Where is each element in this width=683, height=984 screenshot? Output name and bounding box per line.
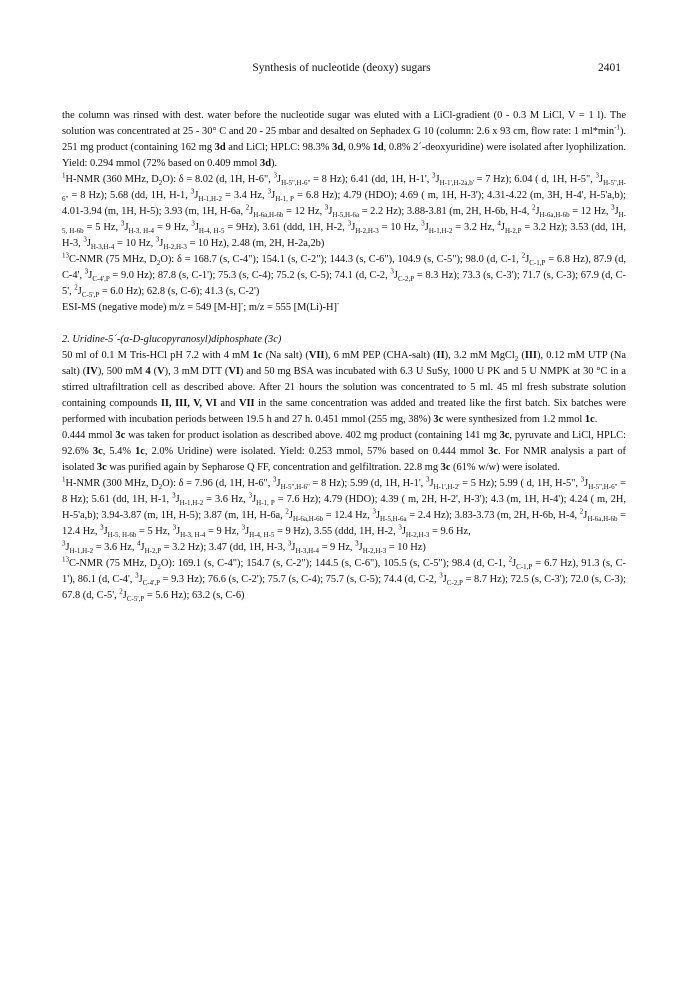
paragraph-1h-nmr-3c: $^1$H-NMR (300 MHz, $D_2O$): δ = 7.96 (d, 1H, H-6", $^3J_{H-5",H-6"} = 8$ Hz); 5.99 (d, 1H, H-1', $^3J_{H-1',H-2'} = 5$ Hz); 5.99 ( d, 1H, H-5", $^3J_{H-5",H-6"} = 8$ Hz); 5.61 (dd, 1H, H-1, $^3J_{H-1,H-2} = 3.6$ Hz, $^3J_{H-1, P} = 7.6$ Hz); 4.79 (HDO); 4.39 ( m, 2H, H-2', H-3'); 4.3 (m, 1H, H-4'); 4.24 ( m, 2H, H-5'a,b); 3.94-3.87 (m, 1H, H-5); 3.87 (m, 1H, H-6a, $^2J_{H-6a,H-6b} = 12.4$ Hz, $^3J_{H-5,H-6a} = 2.4$ Hz); 3.83-3.73 (m, 2H, H-6b, H-4, $^2J_{H-6a,H-6b} = 12.4$ Hz, $^3J_{H-5, H-6b} = 5$ Hz, $^3J_{H-3, H-4} = 9$ Hz, $^3J_{H-4, H-5} = 9$ Hz), 3.55 (ddd, 1H, H-2, $^3J_{H-2,H-3} = 9.6$ Hz, [62, 475, 626, 540]
running-header [0, 62, 683, 78]
paragraph-13c-nmr-3d: $^{13}$C-NMR (75 MHz, $D_2O$): δ = 168.7 (s, C-4"); 154.1 (s, C-2"); 144.3 (s, C-6"), 104.9 (s, C-5"); 98.0 (d, C-1, $^2J_{C-1,P} = 6.8$ Hz), 87.9 (d, C-4', $^3J_{C-4',P} = 9.0$ Hz); 87.8 (s, C-1'); 75.3 (s, C-4); 75.2 (s, C-5); 74.1 (d, C-2, $^3J_{C-2,P} = 8.3$ Hz); 73.3 (s, C-3'); 71.7 (s, C-3); 67.9 (d, C-5', $^2J_{C-5',P} = 6.0$ Hz); 62.8 (s, C-6); 41.3 (s, C-2') [62, 251, 626, 300]
section-gap [62, 316, 626, 332]
section-heading-3c: 2. Uridine-5´-(α-D-glucopyranosyl)diphosphate (3c) [62, 334, 282, 345]
paragraph-synthesis-3c: 50 ml of 0.1 M Tris-HCl pH 7.2 with 4 mM 1c (Na salt) (VII), 6 mM PEP (CHA-salt) (II), 3.2 mM MgCl$_2$ (III), 0.12 mM UTP (Na salt) (IV), 500 mM 4 (V), 3 mM DTT (VI) and 50 mg BSA was incubated with 6.3 U SuSy, 1000 U PK and 5 U NMPK at 30 °C in a stirred ultrafiltration cell as described above. After 21 hours the solution was concentrated to 5 ml. 45 ml fresh substrate solution containing compounds II, III, V, VI and VII in the same concentration was added and treated like the first batch. Six batches were performed with incubation periods between 19.5 h and 27 h. 0.451 mmol (255 mg, 38%) 3c were synthesized from 1.2 mmol 1c. [62, 350, 627, 425]
page-number: 2401 [598, 62, 621, 74]
running-title: Synthesis of nucleotide (deoxy) sugars [252, 62, 431, 74]
paragraph-1h-nmr-3c-cont: $^3J_{H-1,H-2} = 3.6$ Hz, $^4J_{H-2,P} = 3.2$ Hz); 3.47 (dd, 1H, H-3, $^3J_{H-3,H-4} = 9$ Hz, $^3J_{H-2,H-3} = 10$ Hz) [62, 539, 426, 556]
page-body [62, 108, 626, 604]
paragraph-13c-nmr-3c: $^{13}$C-NMR (75 MHz, $D_2O$): 169.1 (s, C-4"); 154.7 (s, C-2"); 144.5 (s, C-6"), 105.5 (s, C-5"); 98.4 (d, C-1, $^2J_{C-1,P} = 6.7$ Hz), 91.3 (s, C-1'), 86.1 (d, C-4', $^3J_{C-4',P} = 9.3$ Hz); 76.6 (s, C-2'); 75.7 (s, C-4); 75.7 (s, C-5); 74.4 (d, C-2, $^3J_{C-2,P} = 8.7$ Hz); 72.5 (s, C-3'); 72.0 (s, C-3); 67.8 (d, C-5', $^2J_{C-5',P} = 5.6$ Hz); 63.2 (s, C-6) [62, 555, 626, 604]
paragraph-1h-nmr-3d: $^1$H-NMR (360 MHz, $D_2O$): δ = 8.02 (d, 1H, H-6", $^3J_{H-5",H-6"} = 8$ Hz); 6.41 (dd, 1H, H-1', $^3J_{H-1',H-2a,b'} = 7$ Hz); 6.04 ( d, 1H, H-5", $^3J_{H-5",H-6"} = 8$ Hz); 5.68 (dd, 1H, H-1, $^3J_{H-1,H-2} = 3.4$ Hz, $^3J_{H-1, P} = 6.8$ Hz); 4.79 (HDO); 4.69 ( m, 1H, H-3'); 4.31-4.22 (m, 3H, H-4', H-5'a,b); 4.01-3.94 (m, 1H, H-5); 3.93 (m, 1H, H-6a, $^2J_{H-6a,H-6b} = 12$ Hz, $^3J_{H-5,H-6a} = 2.2$ Hz); 3.88-3.81 (m, 2H, H-6b, H-4, $^2J_{H-6a,H-6b} = 12$ Hz, $^3J_{H-5, H-6b} = 5$ Hz, $^3J_{H-3, H-4} = 9$ Hz, $^3J_{H-4, H-5} = 9Hz$), 3.61 (ddd, 1H, H-2, $^3J_{H-2,H-3} = 10$ Hz, $^3J_{H-1,H-2} = 3.2$ Hz, $^4J_{H-2,P} = 3.2$ Hz); 3.53 (dd, 1H, H-3, $^3J_{H-3,H-4} = 10$ Hz, $^3J_{H-2,H-3} = 10$ Hz), 2.48 (m, 2H, H-2a,2b) [62, 171, 627, 252]
paragraph-isolation-3c: 0.444 mmol 3c was taken for product isolation as described above. 402 mg product (containing 141 mg 3c, pyruvate and LiCl, HPLC: 92.6% 3c, 5.4% 1c, 2.0% Uridine) were isolated. Yield: 0.253 mmol, 57% based on 0.444 mmol 3c. For NMR analysis a part of isolated 3c was purified again by Sepharose Q FF, concentration and gelfiltration. 22.8 mg 3c (61% w/w) were isolated. [62, 430, 627, 473]
paragraph-isolation-3d: the column was rinsed with dest. water before the nucleotide sugar was eluted with a LiCl-gradient (0 - 0.3 M LiCl, V = 1 l). The solution was concentrated at 25 - 30° C and 20 - 25 mbar and desalted on Sephadex G 10 (column: 2.6 x 93 cm, flow rate: 1 $ml*\min^{-1}$). 251 mg product (containing 162 mg 3d and LiCl; HPLC: 98.3% 3d, 0.9% 1d, 0.8% 2´-deoxyuridine) were isolated after lyophilization. Yield: 0.294 mmol (72% based on 0.409 mmol 3d). [62, 110, 627, 169]
paragraph-esi-ms-3d: ESI-MS (negative mode) m/z = 549 [M-H]-; m/z = 555 [M(Li)-H]- [62, 299, 340, 313]
